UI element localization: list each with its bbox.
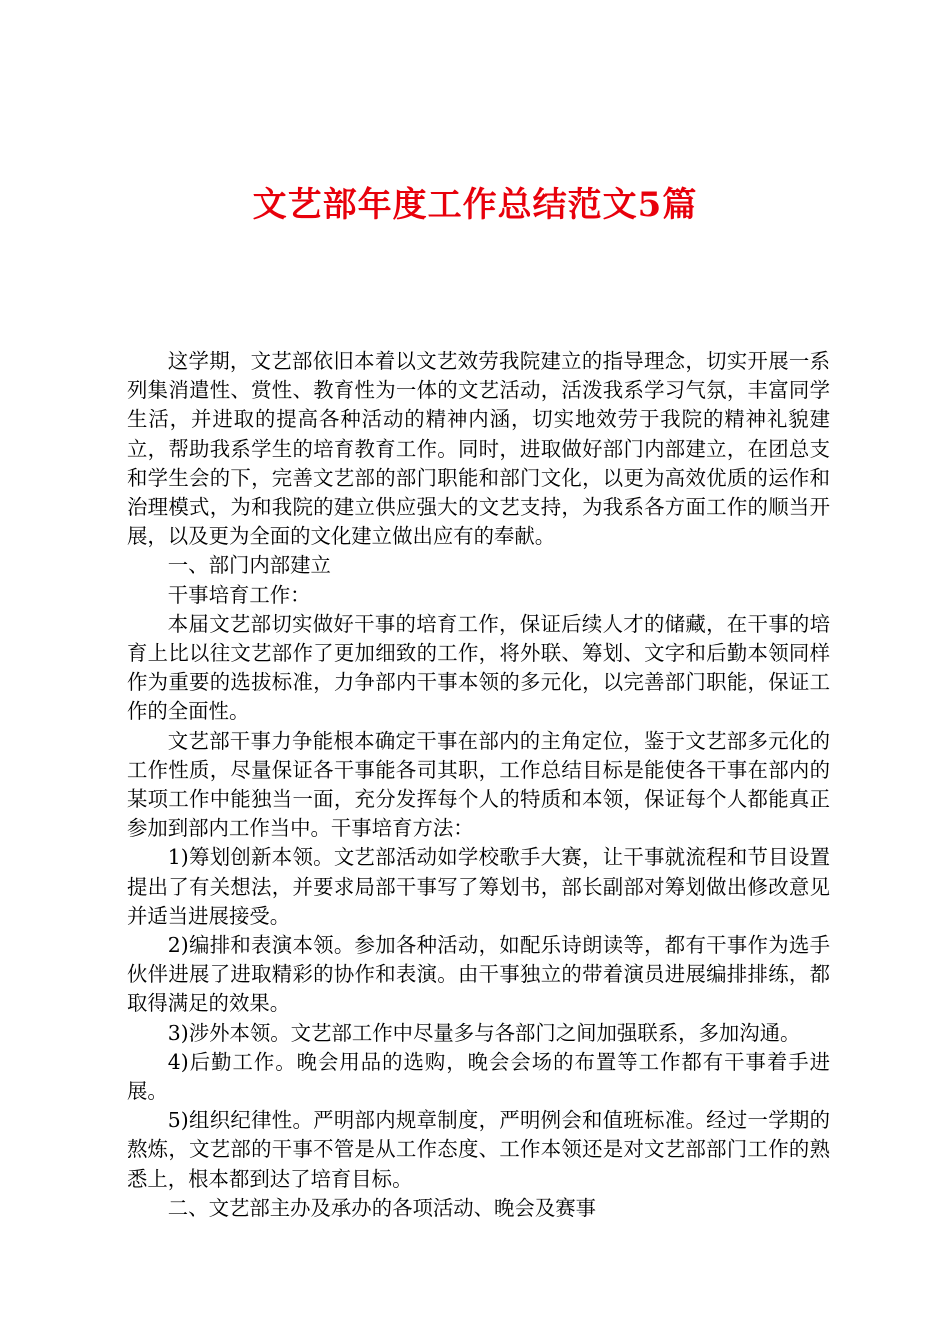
list-item-4: 4)后勤工作。晚会用品的选购，晚会会场的布置等工作都有干事着手进展。 [127,1049,830,1104]
list-item-1: 1)筹划创新本领。文艺部活动如学校歌手大赛，让干事就流程和节目设置提出了有关想法，并要求局部干事写了筹划书，部长副部对筹划做出修改意见并适当进展接受。 [127,845,830,928]
paragraph-staff-training: 本届文艺部切实做好干事的培育工作，保证后续人才的储藏，在干事的培育上比以往文艺部作了更加细致的工作，将外联、筹划、文字和后勤本领同样作为重要的选拔标准，力争部内干事本领的多元化，以完善部门职能，保证工作的全面性。 [127,611,830,724]
section-heading-1: 一、部门内部建立 [167,553,331,578]
document-title: 文艺部年度工作总结范文5篇 [252,185,698,225]
paragraph-staff-role: 文艺部干事力争能根本确定干事在部内的主角定位，鉴于文艺部多元化的工作性质，尽量保证各干事能各司其职，工作总结目标是能使各干事在部内的某项工作中能独当一面，充分发挥每个人的特质和本领，保证每个人都能真正参加到部内工作当中。干事培育方法： [127,728,830,841]
paragraph-intro: 这学期，文艺部依旧本着以文艺效劳我院建立的指导理念，切实开展一系列集消遣性、赏性、教育性为一体的文艺活动，活泼我系学习气氛，丰富同学生活，并进取的提高各种活动的精神内涵，切实地效劳于我院的精神礼貌建立，帮助我系学生的培育教育工作。同时，进取做好部门内部建立，在团总支和学生会的下，完善文艺部的部门职能和部门文化，以更为高效优质的运作和治理模式，为和我院的建立供应强大的文艺支持，为我系各方面工作的顺当开展，以及更为全面的文化建立做出应有的奉献。 [127,349,830,549]
list-item-3: 3)涉外本领。文艺部工作中尽量多与各部门之间加强联系，多加沟通。 [167,1020,801,1045]
list-item-5: 5)组织纪律性。严明部内规章制度，严明例会和值班标准。经过一学期的熬炼，文艺部的干事不管是从工作态度、工作本领还是对文艺部部门工作的熟悉上，根本都到达了培育目标。 [127,1108,830,1191]
list-item-2: 2)编排和表演本领。参加各种活动，如配乐诗朗读等，都有干事作为选手伙伴进展了进取精彩的协作和表演。由干事独立的带着演员进展编排排练，都取得满足的效果。 [127,933,830,1016]
section-heading-2: 二、文艺部主办及承办的各项活动、晚会及赛事 [167,1195,596,1220]
document-body [127,347,830,1223]
subheading-staff-training: 干事培育工作： [167,582,311,607]
